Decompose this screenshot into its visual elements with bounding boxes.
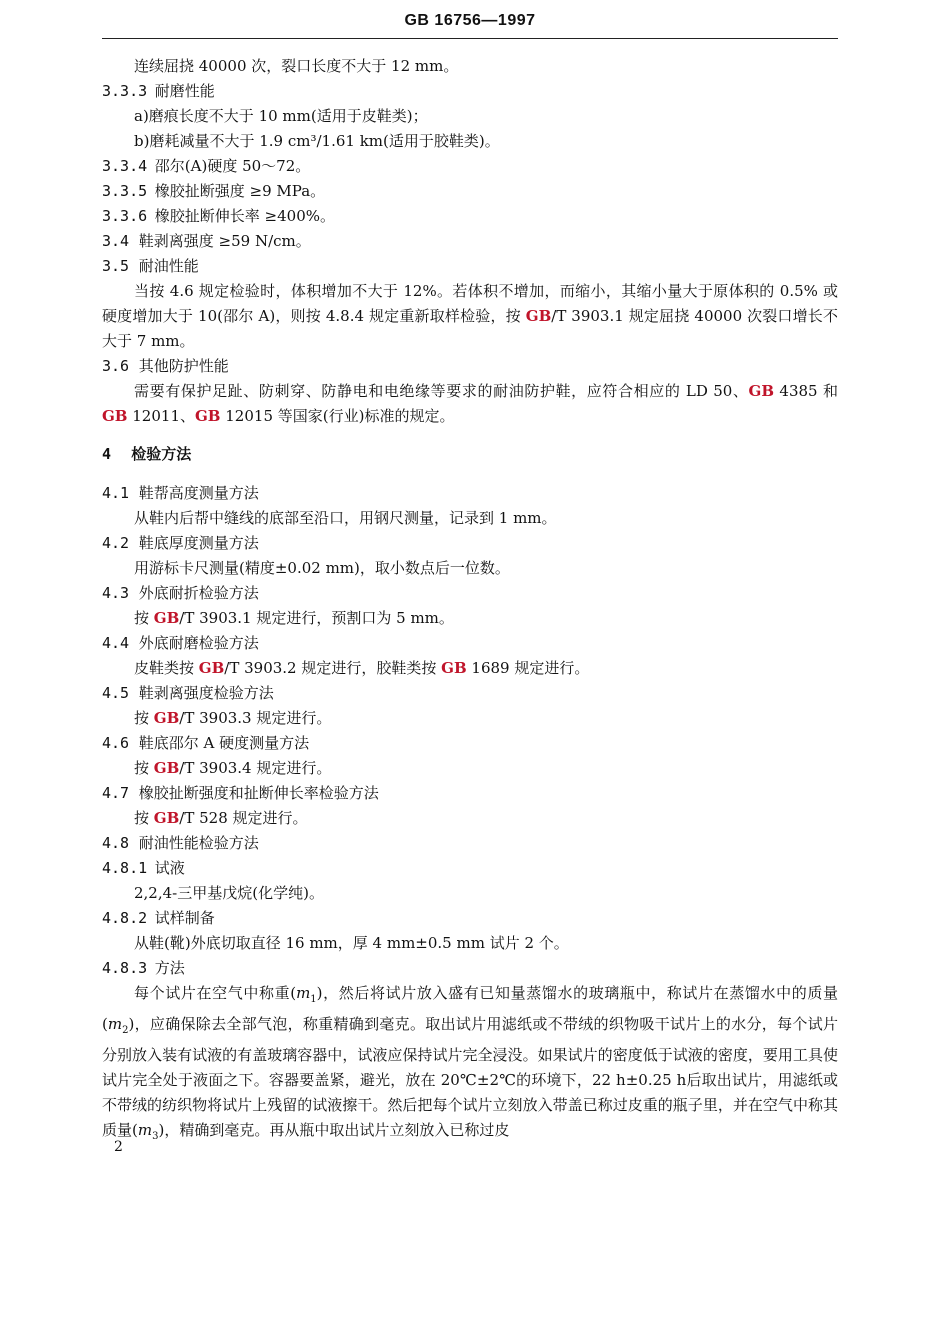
section-number: 4.8.2 xyxy=(102,909,148,927)
section-title: 耐油性能 xyxy=(138,257,199,275)
gb-reference: GB xyxy=(153,759,180,777)
section-4-8-1 xyxy=(102,858,185,878)
gb-reference: GB xyxy=(525,307,552,325)
section-4-8-3 xyxy=(102,958,185,978)
gb-reference: GB xyxy=(195,407,221,425)
section-title: 耐磨性能 xyxy=(154,82,215,100)
section-4-8 xyxy=(102,833,259,853)
section-title: 橡胶扯断强度和扯断伸长率检验方法 xyxy=(138,784,379,802)
section-4-6 xyxy=(102,733,309,753)
section-number: 3.3.3 xyxy=(102,82,148,100)
section-4-4 xyxy=(102,633,259,653)
section-text: 橡胶扯断伸长率 ≥400%。 xyxy=(154,207,336,225)
page-number: 2 xyxy=(114,1139,123,1155)
section-title: 鞋底厚度测量方法 xyxy=(138,534,259,552)
section-title: 外底耐磨检验方法 xyxy=(138,634,259,652)
section-text: 邵尔(A)硬度 50～72。 xyxy=(154,157,311,175)
section-number: 4 xyxy=(102,445,112,463)
section-text: 橡胶扯断强度 ≥9 MPa。 xyxy=(154,182,326,200)
section-3-3-3 xyxy=(102,81,215,101)
gb-reference: GB xyxy=(153,609,180,627)
paragraph: 按 GB/T 3903.3 规定进行。 xyxy=(134,709,332,727)
paragraph: 2,2,4-三甲基戊烷(化学纯)。 xyxy=(134,884,324,902)
paragraph: 按 GB/T 528 规定进行。 xyxy=(134,809,308,827)
section-number: 3.5 xyxy=(102,257,130,275)
gb-reference: GB xyxy=(198,659,225,677)
section-number: 3.6 xyxy=(102,357,130,375)
gb-reference: GB xyxy=(102,407,128,425)
chapter-title: 检验方法 xyxy=(131,445,192,463)
section-number: 3.3.6 xyxy=(102,207,148,225)
paragraph: 从鞋内后帮中缝线的底部至沿口，用钢尺测量，记录到 1 mm。 xyxy=(134,509,557,527)
paragraph: 按 GB/T 3903.1 规定进行，预割口为 5 mm。 xyxy=(134,609,454,627)
section-4-3 xyxy=(102,583,259,603)
paragraph: 用游标卡尺测量(精度±0.02 mm)，取小数点后一位数。 xyxy=(134,559,510,577)
section-number: 4.6 xyxy=(102,734,130,752)
section-4-2 xyxy=(102,533,259,553)
section-3-5 xyxy=(102,256,199,276)
section-title: 试样制备 xyxy=(154,909,215,927)
section-title: 鞋底邵尔 A 硬度测量方法 xyxy=(138,734,310,752)
section-number: 4.8.1 xyxy=(102,859,148,877)
paragraph: 按 GB/T 3903.4 规定进行。 xyxy=(134,759,332,777)
section-number: 4.3 xyxy=(102,584,130,602)
section-3-3-4 xyxy=(102,156,310,176)
section-3-3-6 xyxy=(102,206,335,226)
section-text: 鞋剥离强度 ≥59 N/cm。 xyxy=(138,232,311,250)
section-title: 鞋帮高度测量方法 xyxy=(138,484,259,502)
section-number: 3.3.5 xyxy=(102,182,148,200)
list-item: a)磨痕长度不大于 10 mm(适用于皮鞋类)； xyxy=(134,107,428,125)
gb-reference: GB xyxy=(748,382,775,400)
chapter-4-heading xyxy=(102,444,191,464)
section-number: 3.4 xyxy=(102,232,130,250)
section-title: 耐油性能检验方法 xyxy=(138,834,259,852)
section-number: 4.5 xyxy=(102,684,130,702)
gb-reference: GB xyxy=(441,659,467,677)
list-item: b)磨耗减量不大于 1.9 cm³/1.61 km(适用于胶鞋类)。 xyxy=(134,132,500,150)
paragraph-3-6: 需要有保护足趾、防刺穿、防静电和电绝缘等要求的耐油防护鞋，应符合相应的 LD 50、GB 4385 和 GB 12011、GB 12015 等国家(行业)标准的规定。 xyxy=(102,382,838,425)
section-number: 4.8 xyxy=(102,834,130,852)
section-number: 4.2 xyxy=(102,534,130,552)
section-3-3-5 xyxy=(102,181,325,201)
section-title: 方法 xyxy=(154,959,185,977)
section-3-4 xyxy=(102,231,311,251)
paragraph: 从鞋(靴)外底切取直径 16 mm，厚 4 mm±0.5 mm 试片 2 个。 xyxy=(134,934,569,952)
standard-number: GB 16756—1997 xyxy=(404,12,536,29)
page-header xyxy=(102,10,838,39)
section-number: 4.8.3 xyxy=(102,959,148,977)
section-4-8-2 xyxy=(102,908,215,928)
section-4-5 xyxy=(102,683,274,703)
gb-reference: GB xyxy=(153,809,180,827)
paragraph: 皮鞋类按 GB/T 3903.2 规定进行，胶鞋类按 GB 1689 规定进行。 xyxy=(134,659,590,677)
section-number: 4.4 xyxy=(102,634,130,652)
gb-reference: GB xyxy=(153,709,180,727)
paragraph-3-5: 当按 4.6 规定检验时，体积增加不大于 12%。若体积不增加，而缩小，其缩小量大于原体积的 0.5% 或硬度增加大于 10(邵尔 A)，则按 4.8.4 规定重新取样检验，按 GB/T 3903.1 规定屈挠 40000 次裂口增长不大于 7 mm。 xyxy=(102,282,838,350)
section-number: 4.7 xyxy=(102,784,130,802)
section-title: 试液 xyxy=(154,859,185,877)
paragraph-4-8-3: 每个试片在空气中称重$(m_1)$，然后将试片放入盛有已知量蒸馏水的玻璃瓶中，称试片在蒸馏水中的质量$(m_2)$，应确保除去全部气泡，称重精确到毫克。取出试片用滤纸或不带绒的织物吸干试片上的水分，每个试片分别放入装有试液的有盖玻璃容器中，试液应保持试片完全浸没。如果试片的密度低于试液的密度，要用工具使试片完全处于液面之下。容器要盖紧，避光，放在 20℃±2℃的环境下，22 h±0.25 h后取出试片，用滤纸或不带绒的纺织物将试片上残留的试液擦干。然后把每个试片立刻放入带盖已称过皮重的瓶子里，并在空气中称其质量$(m_3)$，精确到毫克。再从瓶中取出试片立刻放入已称过皮 xyxy=(102,984,838,1142)
section-title: 鞋剥离强度检验方法 xyxy=(138,684,274,702)
section-4-1 xyxy=(102,483,259,503)
section-4-7 xyxy=(102,783,379,803)
section-3-6 xyxy=(102,356,229,376)
section-number: 4.1 xyxy=(102,484,130,502)
section-title: 其他防护性能 xyxy=(138,357,229,375)
section-title: 外底耐折检验方法 xyxy=(138,584,259,602)
section-number: 3.3.4 xyxy=(102,157,148,175)
paragraph: 连续屈挠 40000 次，裂口长度不大于 12 mm。 xyxy=(134,57,459,75)
